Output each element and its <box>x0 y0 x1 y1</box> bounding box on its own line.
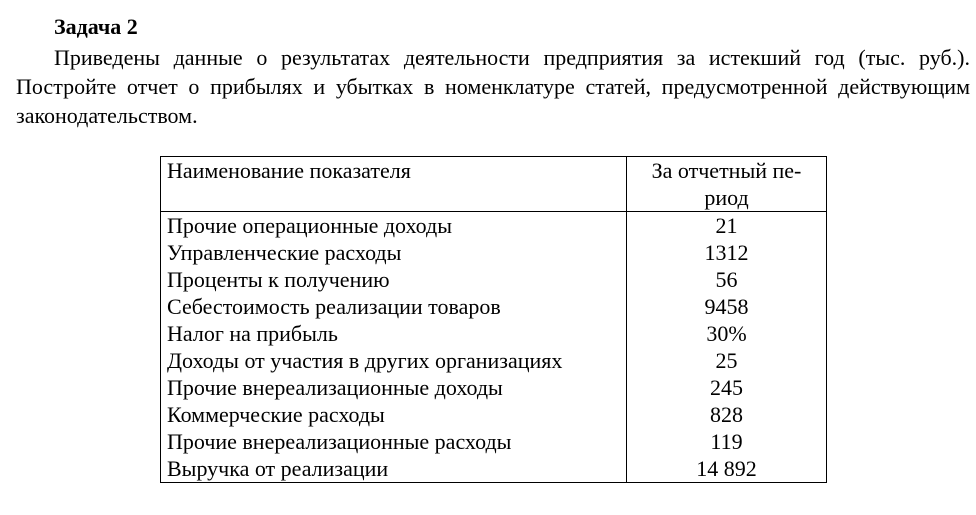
table-row <box>161 266 827 293</box>
row-value: 56 <box>627 266 827 293</box>
table-row <box>161 401 827 428</box>
column-header-name: Наименование показателя <box>161 157 627 212</box>
row-name: Налог на прибыль <box>161 320 627 347</box>
row-name: Прочие внереализационные расходы <box>161 428 627 455</box>
row-value: 9458 <box>627 293 827 320</box>
row-value: 1312 <box>627 239 827 266</box>
indicators-table <box>160 156 827 483</box>
row-name: Управленческие расходы <box>161 239 627 266</box>
row-name: Проценты к получению <box>161 266 627 293</box>
table-header-row <box>161 157 827 212</box>
row-value: 21 <box>627 212 827 240</box>
row-value: 25 <box>627 347 827 374</box>
row-name: Доходы от участия в других организациях <box>161 347 627 374</box>
task-title: Задача 2 <box>54 14 138 39</box>
row-value: 14 892 <box>627 455 827 483</box>
column-header-period: За отчетный пе-риод <box>627 157 827 212</box>
table-row <box>161 293 827 320</box>
row-name: Выручка от реализации <box>161 455 627 483</box>
row-value: 828 <box>627 401 827 428</box>
row-value: 119 <box>627 428 827 455</box>
row-name: Прочие внереализационные доходы <box>161 374 627 401</box>
row-value: 245 <box>627 374 827 401</box>
table-row <box>161 347 827 374</box>
table-row <box>161 374 827 401</box>
table-row <box>161 239 827 266</box>
row-name: Прочие операционные доходы <box>161 212 627 240</box>
table-row <box>161 455 827 483</box>
table-row <box>161 428 827 455</box>
table-row <box>161 212 827 240</box>
table-row <box>161 320 827 347</box>
task-text: Приведены данные о результатах деятельности предприятия за истекший год (тыс. руб.). Постройте отчет о прибылях и убытках в номенклатуре статей, предусмотренной действующим законодательством. <box>16 45 970 128</box>
row-name: Себестоимость реализации товаров <box>161 293 627 320</box>
row-name: Коммерческие расходы <box>161 401 627 428</box>
row-value: 30% <box>627 320 827 347</box>
